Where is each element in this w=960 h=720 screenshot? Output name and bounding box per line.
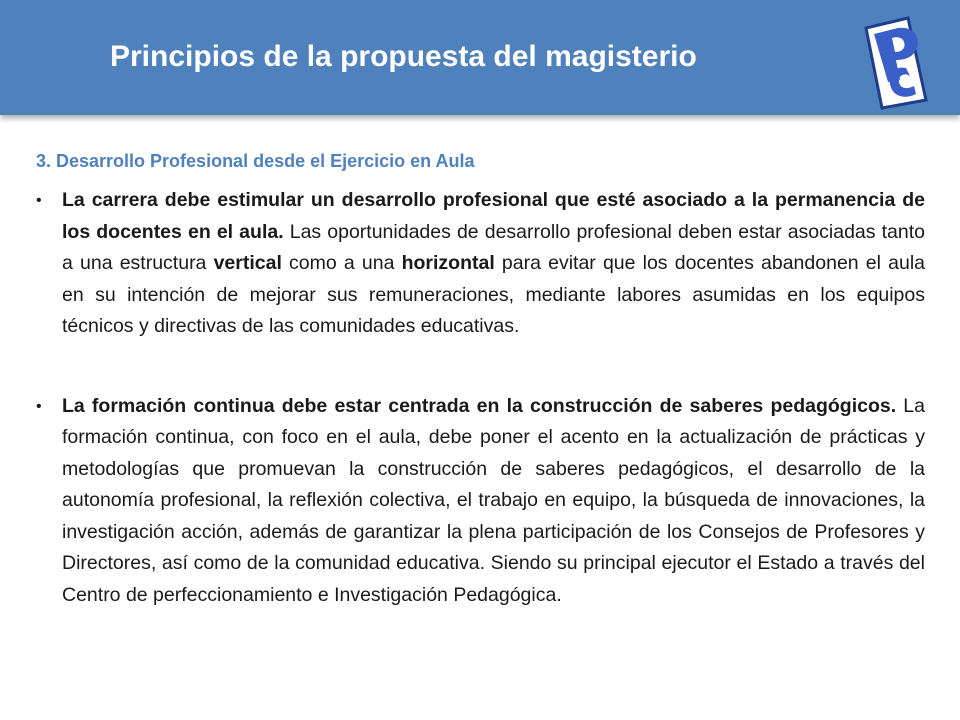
pc-logo-icon <box>848 14 944 110</box>
bullet-emphasis: vertical <box>213 252 282 274</box>
slide-title: Principios de la propuesta del magisterio <box>110 40 697 73</box>
bullet-item <box>36 185 925 343</box>
bullet-lead: La formación continua debe estar centrada en la construcción de saberes pedagógicos. <box>62 394 897 417</box>
slide-header <box>0 0 960 115</box>
bullet-emphasis: horizontal <box>401 252 495 274</box>
bullet-text: como a una <box>281 252 402 274</box>
section-title: 3. Desarrollo Profesional desde el Ejercicio en Aula <box>36 151 475 171</box>
bullet-dot: • <box>36 397 42 415</box>
bullet-text: Las oportunidades de desarrollo profesional deben estar asociadas tanto a una estructura <box>62 220 925 274</box>
bullet-item <box>36 391 925 612</box>
bullet-text: La formación continua, con foco en el aula, debe poner el acento en la actualización de prácticas y metodologías que promuevan la construcción de saberes pedagógicos, el desarrollo de la autonomía profesional, la reflexión colectiva, el trabajo en equipo, la búsqueda de innovaciones, la investigación acción, además de garantizar la plena participación de los Consejos de Profesores y Directores, así como de la comunidad educativa. Siendo su principal ejecutor el Estado a través del Centro de perfeccionamiento e Investigación Pedagógica. <box>62 394 925 606</box>
bullet-dot: • <box>36 192 42 209</box>
bullet-lead: La carrera debe estimular un desarrollo profesional que esté asociado a la permanencia de los docentes en el aula. <box>62 189 925 243</box>
bullet-text: para evitar que los docentes abandonen el aula en su intención de mejorar sus remuneraciones, mediante labores asumidas en los equipos técnicos y directivas de las comunidades educativas. <box>62 252 925 337</box>
bullet-list <box>36 185 925 611</box>
